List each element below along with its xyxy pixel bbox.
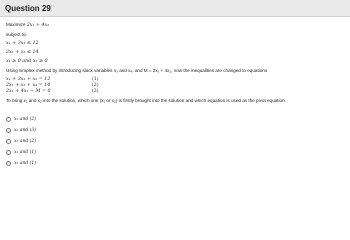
maximize-line [6, 22, 344, 29]
answer-label: x₂ and (1) [14, 160, 37, 166]
answer-option[interactable] [6, 136, 344, 147]
equation-expr: 2x₁ + 4x₂ − M = 0 [6, 88, 51, 94]
equation-expr: 2x₁ + x₂ + x₄ = 14 [6, 82, 51, 88]
answer-option[interactable] [6, 158, 344, 169]
radio-button[interactable] [6, 139, 11, 144]
constraint-2: 2x₁ + x₂ ≤ 14 [6, 49, 39, 55]
equation-expr: x₁ + 3x₂ + x₃ = 12 [6, 76, 51, 82]
maximize-label: Maximize [6, 22, 26, 27]
answer-label: x₂ and (3) [14, 127, 37, 133]
subject-to-label: subject to [6, 31, 26, 37]
answer-label: x₁ and (1) [14, 149, 37, 155]
equation-number: (1) [92, 76, 99, 82]
equation-number: (2) [92, 82, 99, 88]
equation-number: (3) [92, 88, 99, 94]
radio-button[interactable] [6, 128, 11, 133]
radio-button[interactable] [6, 117, 11, 122]
answer-options [6, 114, 344, 169]
simplex-intro: Using simplex method by introducing slack variables x₃ and x₄, and M = 2x₁ + 4x₂, now the inequalities are changed to equations [6, 68, 268, 74]
radio-button[interactable] [6, 161, 11, 166]
answer-option[interactable] [6, 114, 344, 125]
answer-option[interactable] [6, 125, 344, 136]
question-title: Question 29 [5, 3, 51, 13]
answer-label: x₂ and (2) [14, 138, 37, 144]
question-text: To bring x₁ and x₂ into the solution, which one (x₁ or x₂) is firstly brought into the solution and which equation is used as the pivot equation. [6, 98, 286, 104]
answer-label: x₁ and (2) [14, 116, 37, 122]
constraint-3: x₁ ≥ 0 and x₂ ≥ 0 [6, 58, 48, 64]
constraint-1: x₁ + 3x₂ ≤ 12 [6, 40, 39, 46]
question-body [0, 17, 350, 169]
question-header [0, 0, 350, 17]
radio-button[interactable] [6, 150, 11, 155]
answer-option[interactable] [6, 147, 344, 158]
objective-function: 2x₁ + 4x₂ [26, 23, 50, 28]
